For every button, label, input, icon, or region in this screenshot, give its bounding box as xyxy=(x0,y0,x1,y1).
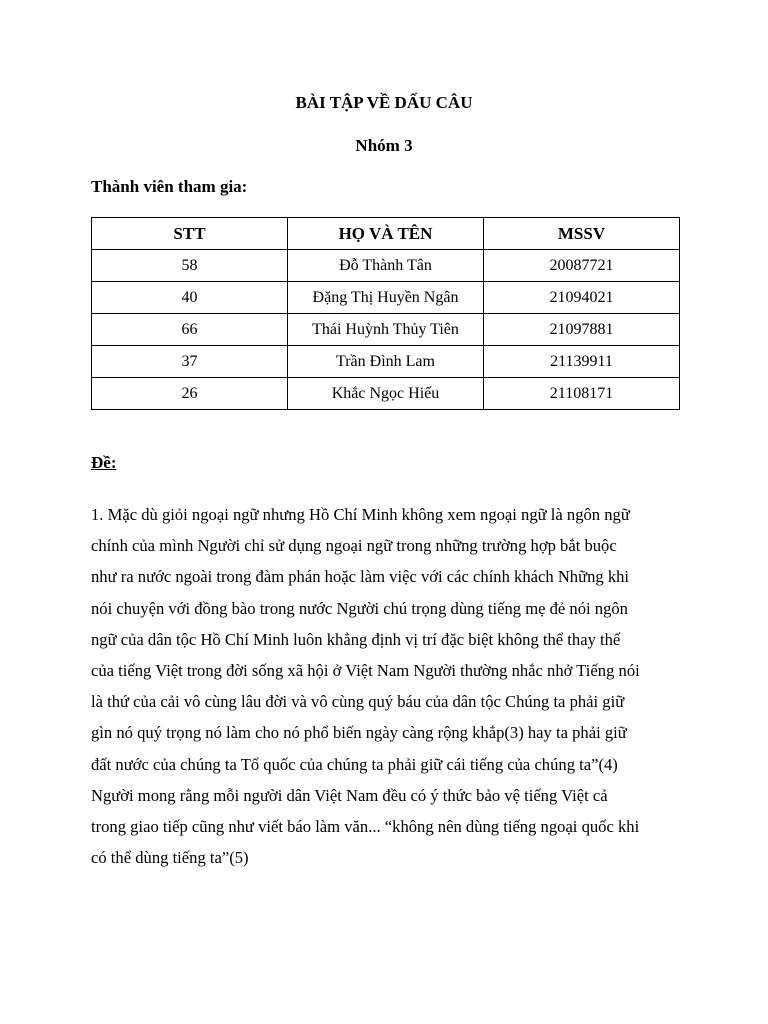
table-header-row xyxy=(92,218,680,250)
header-full-name: HỌ VÀ TÊN xyxy=(288,218,484,250)
members-table xyxy=(91,217,680,410)
cell-full-name: Thái Huỳnh Thủy Tiên xyxy=(288,314,484,346)
cell-full-name: Đặng Thị Huyền Ngân xyxy=(288,282,484,314)
cell-stt: 37 xyxy=(92,346,288,378)
cell-mssv: 20087721 xyxy=(484,250,680,282)
cell-stt: 40 xyxy=(92,282,288,314)
paragraph-line: đất nước của chúng ta Tổ quốc của chúng ta phải giữ cái tiếng của chúng ta”(4) xyxy=(91,754,618,774)
table-row xyxy=(92,250,680,282)
cell-stt: 26 xyxy=(92,378,288,410)
cell-mssv: 21097881 xyxy=(484,314,680,346)
cell-stt: 66 xyxy=(92,314,288,346)
paragraph-line: như ra nước ngoài trong đàm phán hoặc làm việc với các chính khách Những khi xyxy=(91,567,630,587)
members-label: Thành viên tham gia: xyxy=(91,177,248,196)
cell-full-name: Trần Đình Lam xyxy=(288,346,484,378)
cell-stt: 58 xyxy=(92,250,288,282)
paragraph-line: gìn nó quý trọng nó làm cho nó phổ biến ngày càng rộng khắp(3) hay ta phải giữ xyxy=(91,723,627,743)
document-title: BÀI TẬP VỀ DẤU CÂU xyxy=(295,93,473,112)
exercise-paragraph xyxy=(91,499,691,873)
paragraph-line: của tiếng Việt trong đời sống xã hội ở Việt Nam Người thường nhắc nhở Tiếng nói xyxy=(91,661,640,681)
cell-full-name: Đỗ Thành Tân xyxy=(288,250,484,282)
paragraph-line: có thể dùng tiếng ta”(5) xyxy=(91,848,249,868)
table-row xyxy=(92,314,680,346)
paragraph-line: ngữ của dân tộc Hồ Chí Minh luôn khẳng định vị trí đặc biệt không thể thay thế xyxy=(91,629,621,649)
paragraph-line: chính của mình Người chỉ sử dụng ngoại ngữ trong những trường hợp bắt buộc xyxy=(91,536,617,556)
paragraph-line: 1. Mặc dù giỏi ngoại ngữ nhưng Hồ Chí Minh không xem ngoại ngữ là ngôn ngữ xyxy=(91,505,630,524)
cell-mssv: 21108171 xyxy=(484,378,680,410)
header-stt: STT xyxy=(92,218,288,250)
exercise-heading: Đề: xyxy=(91,453,117,472)
table-row xyxy=(92,378,680,410)
cell-mssv: 21139911 xyxy=(484,346,680,378)
paragraph-line: là thứ của cải vô cùng lâu đời và vô cùng quý báu của dân tộc Chúng ta phải giữ xyxy=(91,692,625,712)
cell-full-name: Khắc Ngọc Hiếu xyxy=(288,378,484,410)
header-mssv: MSSV xyxy=(484,218,680,250)
cell-mssv: 21094021 xyxy=(484,282,680,314)
table-row xyxy=(92,282,680,314)
paragraph-line: Người mong rằng mỗi người dân Việt Nam đều có ý thức bảo vệ tiếng Việt cả xyxy=(91,785,608,805)
table-row xyxy=(92,346,680,378)
group-name: Nhóm 3 xyxy=(355,136,413,155)
paragraph-line: trong giao tiếp cũng như viết báo làm văn... “không nên dùng tiếng ngoại quốc khi xyxy=(91,817,640,837)
paragraph-line: nói chuyện với đồng bào trong nước Người chú trọng dùng tiếng mẹ đẻ nói ngôn xyxy=(91,598,628,618)
